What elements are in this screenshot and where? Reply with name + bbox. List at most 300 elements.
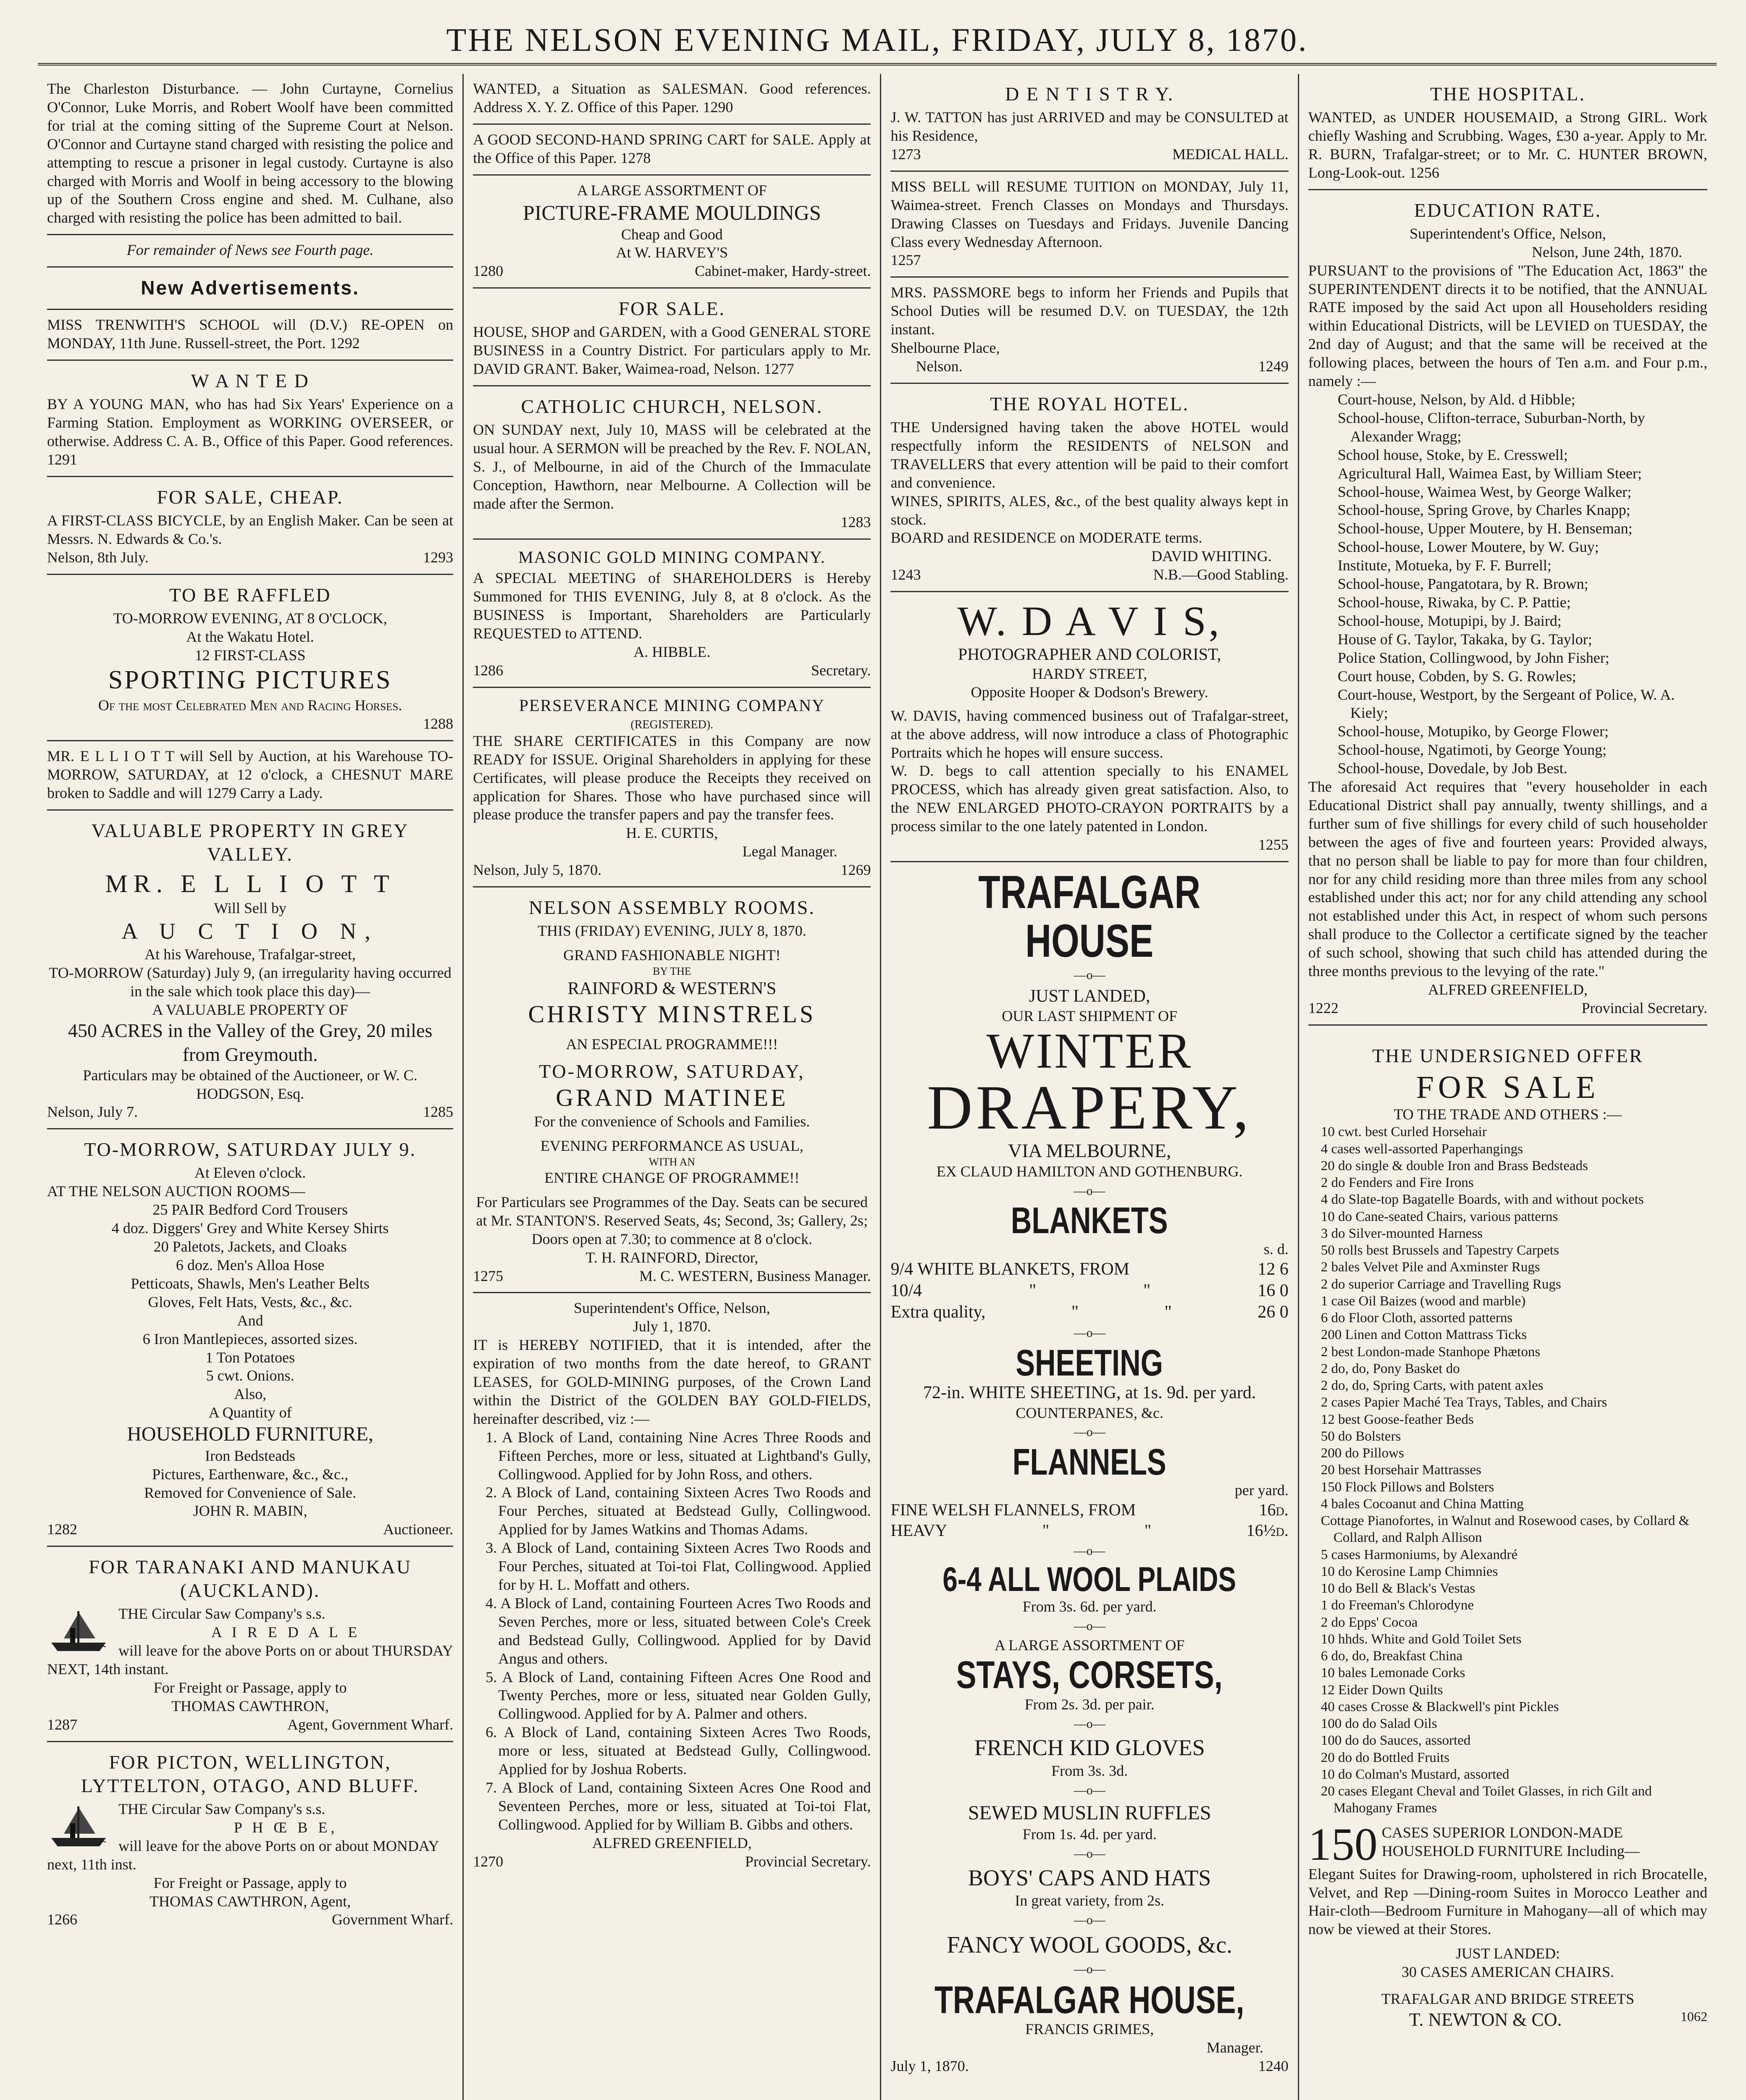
auction-item: 4 doz. Diggers' Grey and White Kersey Shirts: [111, 1220, 389, 1237]
offer-item: 10 bales Lemonade Corks: [1321, 1665, 1465, 1681]
ad-title: NELSON ASSEMBLY ROOMS.: [528, 897, 815, 919]
ad-body: PURSUANT to the provisions of "The Education Act, 1863" the SUPERINTENDENT directs it to be notified, that the ANNUAL RATE imposed by the said Act upon all Householders residing within Educational Districts, will be LEVIED on TUESDAY, the 2nd day of August; and that the same will be received at the following places, between the hours of Ten a.m. and Four p.m., namely :—: [1308, 262, 1707, 390]
ad-trenwith: MISS TRENWITH'S SCHOOL will (D.V.) RE-OPEN on MONDAY, 11th June. Russell-street, the Port. 1292: [47, 310, 453, 361]
ad-footer: [473, 262, 871, 281]
ad-title: W. D A V I S,: [957, 598, 1222, 645]
store-title: TRAFALGAR HOUSE,: [935, 1978, 1245, 2021]
ad-line: TO THE TRADE AND OTHERS :—: [1394, 1105, 1622, 1123]
place-item: School-house, Dovedale, by Job Best.: [1337, 760, 1567, 777]
ad-newton-offer: [1308, 1026, 1707, 2038]
place-item: School-house, Lower Moutere, by W. Guy;: [1337, 538, 1599, 556]
footer-right: Cabinet-maker, Hardy-street.: [695, 262, 871, 280]
footer-right: Government Wharf.: [331, 1911, 454, 1928]
footer-right: 1293: [423, 549, 454, 566]
footer-left: 1287: [47, 1716, 77, 1733]
product-heading: SHEETING: [1016, 1341, 1163, 1383]
ad-signature: DAVID WHITING.: [1151, 548, 1272, 565]
price-value: 16 0: [1258, 1281, 1289, 1300]
offer-item: 3 do Silver-mounted Harness: [1321, 1226, 1483, 1241]
ad-harvey: [473, 176, 871, 289]
ad-line: TO-MORROW, SATURDAY,: [539, 1060, 805, 1082]
ad-line: WINES, SPIRITS, ALES, &c., of the best quality always kept in stock.: [890, 492, 1289, 528]
offer-item: 40 cases Crosse & Blackwell's pint Pickles: [1321, 1699, 1559, 1714]
ad-assembly-rooms: [473, 887, 871, 1293]
ad-bicycle: [47, 477, 453, 575]
column-4: [1299, 74, 1717, 2100]
ditto-mark: ": [1143, 1281, 1151, 1300]
new-advertisements: [47, 268, 453, 310]
price-label: 9/4 WHITE BLANKETS, FROM: [890, 1259, 1130, 1279]
ship-name: A I R E D A L E: [211, 1624, 361, 1641]
footer-right: Agent, Government Wharf.: [287, 1716, 454, 1733]
ad-title: MASONIC GOLD MINING COMPANY.: [518, 547, 826, 567]
ad-line: For Particulars see Programmes of the Day. Seats can be secured at Mr. STANTON'S. Reserved Seats, 4s; Second, 3s; Gallery, 2s; Doors open at 7.30; to commence at 8 o'clock.: [476, 1193, 868, 1247]
ditto-mark: ": [1042, 1521, 1050, 1540]
ad-body: THE Undersigned having taken the above HOTEL would respectfully inform the RESIDENTS of NELSON and TRAVELLERS that every attention will be paid to their comfort and convenience.: [890, 419, 1289, 491]
column-3: [881, 74, 1299, 2100]
ad-signature: JOHN R. MABIN,: [193, 1502, 307, 1520]
ad-number: 1255: [1258, 836, 1289, 853]
ad-passmore: [890, 278, 1288, 384]
footer-left: 1243: [890, 566, 921, 583]
ad-line: OUR LAST SHIPMENT OF: [1002, 1007, 1177, 1024]
footer-right: Auctioneer.: [383, 1521, 454, 1538]
ad-signature: Legal Manager.: [742, 843, 838, 860]
ad-catholic: [473, 386, 871, 540]
ad-line: GRAND MATINEE: [556, 1084, 788, 1111]
ship-icon: [47, 1605, 110, 1655]
place-item: School-house, Riwaka, by C. P. Pattie;: [1337, 593, 1571, 611]
store-title: TRAFALGAR HOUSE: [978, 866, 1201, 967]
offer-item: 2 do Fenders and Fire Irons: [1321, 1175, 1474, 1191]
ad-body: W. DAVIS, having commenced business out of Trafalgar-street, at the above address, will now introduce a class of Photographic Portraits which he hopes will ensure success.: [890, 707, 1289, 761]
ad-line: At W. HARVEY'S: [616, 244, 728, 261]
offer-item: 20 best Horsehair Mattrasses: [1321, 1462, 1481, 1478]
lease-item: 4. A Block of Land, containing Fourteen Acres Two Roods and Seven Perches, more or less, situated between Cole's Creek and Bedstead Gully, Collingwood. Applied for by David Angus and others.: [486, 1594, 871, 1667]
auction-item: HOUSEHOLD FURNITURE,: [127, 1423, 373, 1446]
ad-line: JUST LANDED:: [1455, 1945, 1560, 1962]
product-heading: FANCY WOOL GOODS, &c.: [947, 1932, 1232, 1958]
offer-item: 10 do Bell & Black's Vestas: [1321, 1581, 1476, 1596]
offer-item: 200 do Pillows: [1321, 1446, 1404, 1461]
offer-item: 4 cases well-assorted Paperhangings: [1321, 1141, 1523, 1157]
auction-item: 6 Iron Mantlepieces, assorted sizes.: [142, 1330, 358, 1347]
footer-right: N.B.—Good Stabling.: [1153, 566, 1289, 583]
offer-item: 150 Flock Pillows and Bolsters: [1321, 1479, 1494, 1495]
ad-line: MR. E L L I O T T: [105, 869, 395, 898]
ad-line: For the convenience of Schools and Families.: [534, 1113, 810, 1130]
footer-left: 1266: [47, 1911, 77, 1928]
ornament: —o—: [1074, 968, 1105, 982]
ad-dentistry: [890, 74, 1288, 172]
ad-line: TO-MORROW (Saturday) July 9, (an irregularity having occurred in the sale which took place this day)—: [49, 964, 452, 1000]
offer-item: 6 do, do, Breakfast China: [1321, 1648, 1463, 1664]
ad-body: MISS BELL will RESUME TUITION on MONDAY, July 11, Waimea-street. French Classes on Mondays and Thursdays. Drawing Classes on Tuesdays and Fridays. Juvenile Dancing Class every Wednesday Afternoon.: [890, 178, 1289, 250]
ornament: —o—: [1074, 1326, 1105, 1340]
ad-gold-leases: [473, 1293, 871, 1877]
ad-line: In great variety, from 2s.: [1015, 1892, 1164, 1909]
ornament: —o—: [1074, 1846, 1105, 1861]
price-row: [890, 1280, 1288, 1302]
ad-body: THE SHARE CERTIFICATES in this Company are now READY for ISSUE. Original Shareholders in applying for these Certificates, will please produce the Receipts they received on application for Shares. Those who have purchased since will please produce the transfer papers and pay the transfer fees.: [473, 732, 871, 823]
ad-line: AT THE NELSON AUCTION ROOMS—: [47, 1183, 305, 1200]
offer-item: 20 do do Bottled Fruits: [1321, 1750, 1449, 1765]
auction-item: 5 cwt. Onions.: [206, 1367, 294, 1384]
place-item: School-house, Ngatimoti, by George Young;: [1337, 741, 1607, 759]
ad-body: A FIRST-CLASS BICYCLE, by an English Maker. Can be seen at Messrs. N. Edwards & Co.'s.: [47, 512, 454, 547]
lease-item: 1. A Block of Land, containing Nine Acres Three Roods and Fifteen Perches, more or less, situated at Lightband's Gully, Collingwood. Applied for by John Ross, and others.: [486, 1428, 871, 1483]
ornament: —o—: [1074, 1913, 1105, 1927]
ad-line: THOMAS CAWTHRON, Agent,: [150, 1893, 351, 1910]
price-value: 16d.: [1259, 1500, 1289, 1520]
footer-right: 1285: [423, 1103, 454, 1121]
ad-line: A LARGE ASSORTMENT OF: [577, 181, 767, 199]
remainder-note: For remainder of News see Fourth page.: [47, 235, 453, 268]
ad-footer: [47, 1520, 453, 1539]
ad-line: 72-in. WHITE SHEETING, at 1s. 9d. per yard.: [923, 1383, 1256, 1403]
ad-title: TO BE RAFFLED: [169, 584, 331, 606]
footer-left: Nelson.: [916, 357, 963, 375]
ad-footer: [47, 1716, 453, 1734]
offer-list: [1308, 1124, 1707, 1816]
product-heading: FRENCH KID GLOVES: [974, 1735, 1205, 1761]
price-value: 12 6: [1258, 1259, 1289, 1279]
ad-line: 12 FIRST-CLASS: [194, 646, 306, 664]
price-header: per yard.: [1234, 1482, 1289, 1499]
offer-item: 12 Eider Down Quilts: [1321, 1682, 1443, 1698]
ad-line: SPORTING PICTURES: [108, 666, 392, 695]
ad-trafalgar-house: [890, 862, 1288, 2082]
offer-item: 100 do do Salad Oils: [1321, 1716, 1437, 1732]
ad-footer: [1308, 999, 1707, 1018]
ad-title: VALUABLE PROPERTY IN GREY VALLEY.: [91, 819, 409, 865]
ditto-mark: ": [1144, 1521, 1151, 1540]
ad-footer: [890, 145, 1288, 164]
ad-body: HOUSE, SHOP and GARDEN, with a Good GENERAL STORE BUSINESS in a Country District. For particulars apply to Mr. DAVID GRANT. Baker, Waimea-road, Nelson. 1277: [473, 323, 871, 378]
ad-line: THIS (FRIDAY) EVENING, JULY 8, 1870.: [537, 922, 806, 940]
offer-item: 6 do Floor Cloth, assorted patterns: [1321, 1310, 1513, 1326]
auction-item: A Quantity of: [208, 1404, 292, 1421]
column-1: [38, 74, 464, 2100]
columns: [38, 74, 1717, 2100]
ornament: —o—: [1074, 1783, 1105, 1797]
ad-footer: [890, 357, 1288, 376]
ad-title: D E N T I S T R Y.: [1005, 83, 1174, 105]
ad-education-rate: [1308, 190, 1707, 1026]
ad-body: WANTED, as UNDER HOUSEMAID, a Strong GIRL. Work chiefly Washing and Scrubbing. Wages, £30 a-year. Apply to Mr. R. BURN, Trafalgar-street; or to Mr. C. HUNTER BROWN, Long-Look-out. 1256: [1308, 109, 1707, 181]
ditto-mark: ": [1071, 1302, 1079, 1322]
price-label: FINE WELSH FLANNELS, FROM: [890, 1500, 1136, 1520]
ad-valuable-property: [47, 811, 453, 1130]
lease-list: [473, 1428, 871, 1834]
price-row: [890, 1500, 1288, 1520]
ad-footer: [890, 566, 1288, 584]
ad-line: VIA MELBOURNE,: [1008, 1139, 1171, 1161]
ad-line: AN ESPECIAL PROGRAMME!!!: [566, 1035, 778, 1053]
ad-line: PHOTOGRAPHER AND COLORIST,: [958, 645, 1221, 664]
ornament: —o—: [1074, 1544, 1105, 1558]
ad-title: THE UNDERSIGNED OFFER: [1372, 1045, 1644, 1066]
offer-item: 20 cases Elegant Cheval and Toilet Glasses, in rich Gilt and Mahogany Frames: [1321, 1784, 1652, 1816]
ad-line: will leave for the above Ports on or about THURSDAY NEXT, 14th instant.: [47, 1642, 453, 1678]
ad-body: J. W. TATTON has just ARRIVED and may be CONSULTED at his Residence,: [890, 109, 1289, 144]
ad-line: Cheap and Good: [621, 226, 723, 243]
furniture-block: [1308, 1824, 1707, 1865]
ad-line: Opposite Hooper & Dodson's Brewery.: [971, 683, 1208, 701]
ad-saturday-auction: [47, 1129, 453, 1547]
ad-line: From 1s. 4d. per yard.: [1022, 1826, 1157, 1843]
footer-left: 1270: [473, 1853, 504, 1870]
place-item: Agricultural Hall, Waimea East, by William Steer;: [1337, 465, 1642, 482]
ad-body: The aforesaid Act requires that "every householder in each Educational District shall pay annually, twenty shillings, and a further sum of five shillings for every child of such householder between the ages of five and fourteen years: Provided always, that no person shall be liable to pay for more than four children, nor for any child residing more than three miles from any school established under this act; nor for any child attending any school not established under this Act, in respect of whom such persons shall produce to the Collector a certificate signed by the teacher of such school, showing that such child has attended during the three months previous to the levying of the rate.": [1308, 778, 1707, 980]
ornament: —o—: [1074, 1962, 1105, 1977]
lease-item: 7. A Block of Land, containing Sixteen Acres One Rood and Seventeen Perches, more or less, situated at Toi-toi Flat, Collingwood. Applied for by William B. Gibbs and others.: [486, 1779, 871, 1833]
footer-left: 1286: [473, 662, 504, 679]
offer-item: 12 best Goose-feather Beds: [1321, 1412, 1474, 1427]
ad-line: WITH AN: [649, 1156, 696, 1168]
footer-left: 1282: [47, 1521, 77, 1538]
ad-signature: ALFRED GREENFIELD,: [592, 1834, 752, 1851]
product-heading: BLANKETS: [1011, 1200, 1168, 1242]
ad-signature: H. E. CURTIS,: [626, 824, 718, 842]
auction-item: And: [237, 1312, 263, 1329]
price-value: 26 0: [1258, 1302, 1289, 1322]
ad-signature: T. H. RAINFORD, Director,: [586, 1249, 759, 1266]
offer-item: 50 do Bolsters: [1321, 1428, 1401, 1444]
ad-spring-cart: A GOOD SECOND-HAND SPRING CART for SALE. Apply at the Office of this Paper. 1278: [473, 125, 871, 176]
offer-item: 2 do, do, Spring Carts, with patent axles: [1321, 1378, 1544, 1394]
offer-item: 10 do Kerosine Lamp Chimnies: [1321, 1564, 1498, 1579]
footer-right: 1269: [840, 861, 871, 879]
ditto-mark: ": [1164, 1302, 1172, 1322]
offer-item: 1 case Oil Baizes (wood and marble): [1321, 1293, 1526, 1309]
offer-item: 4 bales Cocoanut and China Matting: [1321, 1496, 1524, 1512]
footer-right: 1062: [1680, 2009, 1707, 2024]
auction-item: 20 Paletots, Jackets, and Cloaks: [153, 1238, 347, 1255]
auction-item: 6 doz. Men's Alloa Hose: [176, 1257, 325, 1274]
ad-line: From 2s. 3d. per pair.: [1024, 1696, 1155, 1713]
place-item: Institute, Motueka, by F. F. Burrell;: [1337, 557, 1552, 574]
ad-signature: A. HIBBLE.: [633, 643, 711, 661]
ad-line: Particulars may be obtained of the Auctioneer, or W. C. HODGSON, Esq.: [83, 1066, 417, 1102]
product-heading: FLANNELS: [1013, 1441, 1167, 1483]
ad-line: From 3s. 3d.: [1051, 1762, 1128, 1780]
ad-body: A SPECIAL MEETING of SHAREHOLDERS is Hereby Summoned for THIS EVENING, July 8, at 8 o'clock. As the BUSINESS is Important, Shareholders are Particularly REQUESTED to ATTEND.: [473, 570, 871, 642]
footer-left: Nelson, 8th July.: [47, 549, 149, 566]
ad-title: TO-MORROW, SATURDAY JULY 9.: [84, 1139, 416, 1160]
ad-footer: [473, 1267, 871, 1286]
ditto-mark: ": [1029, 1281, 1037, 1300]
ad-title: THE HOSPITAL.: [1430, 83, 1586, 105]
ad-number: 1257: [890, 252, 921, 269]
lease-item: 3. A Block of Land, containing Sixteen Acres Two Roods and Four Perches, situated at Toi-toi Flat, Collingwood. Applied for by H. L. Moffatt and others.: [486, 1539, 871, 1593]
offer-item: 5 cases Harmoniums, by Alexandré: [1321, 1547, 1518, 1562]
ad-raffle: [47, 575, 453, 741]
ad-number: 1283: [840, 513, 871, 530]
product-heading: 6-4 ALL WOOL PLAIDS: [943, 1560, 1237, 1599]
ad-elliott-mare: MR. E L L I O T T will Sell by Auction, at his Warehouse TO-MORROW, SATURDAY, at 12 o'clock, a CHESNUT MARE broken to Saddle and will 1279 Carry a Lady.: [47, 741, 453, 811]
offer-item: 2 do Epps' Cocoa: [1321, 1614, 1418, 1630]
ad-salesman: WANTED, a Situation as SALESMAN. Good references. Address X. Y. Z. Office of this Paper. 1290: [473, 74, 871, 125]
ad-line: TO-MORROW EVENING, AT 8 O'CLOCK,: [113, 609, 387, 627]
place-item: Court house, Cobden, by S. G. Rowles;: [1337, 667, 1576, 685]
ad-line: RAINFORD & WESTERN'S: [567, 979, 777, 998]
ad-line: THE Circular Saw Company's s.s.: [118, 1801, 326, 1818]
footer-right: Secretary.: [811, 662, 871, 679]
collection-places: [1308, 391, 1707, 778]
offer-item: 2 best London-made Stanhope Phætons: [1321, 1344, 1541, 1360]
ad-body: BY A YOUNG MAN, who has had Six Years' Experience on a Farming Station. Employment as WORKING OVERSEER, or otherwise. Address C. A. B., Office of this Paper. Good references. 1291: [47, 396, 454, 468]
offer-item: 1 do Freeman's Chlorodyne: [1321, 1598, 1474, 1613]
ad-body: W. D. begs to call attention specially to his ENAMEL PROCESS, which has already given great satisfaction. Also, to the NEW ENLARGED PHOTO-CRAYON PORTRAITS by a process similar to the one lately patented in London.: [890, 762, 1289, 835]
ad-line: TRAFALGAR AND BRIDGE STREETS: [1381, 1990, 1635, 2008]
ad-perseverance: [473, 688, 871, 887]
ad-line: will leave for the above Ports on or about MONDAY next, 11th inst.: [47, 1837, 439, 1873]
ship-icon: [47, 1800, 110, 1851]
ad-line: Of the most Celebrated Men and Racing Horses.: [98, 697, 402, 714]
offer-item: 200 Linen and Cotton Mattrass Ticks: [1321, 1327, 1527, 1343]
auction-item: 25 PAIR Bedford Cord Trousers: [152, 1201, 348, 1218]
ad-line: At Eleven o'clock.: [194, 1164, 306, 1181]
ad-for-sale: [473, 289, 871, 386]
auction-item: Petticoats, Shawls, Men's Leather Belts: [131, 1275, 370, 1292]
auction-item: Pictures, Earthenware, &c., &c.,: [152, 1465, 348, 1483]
ad-line: BOARD and RESIDENCE on MODERATE terms.: [890, 529, 1203, 546]
footer-left: July 1, 1870.: [890, 2058, 969, 2075]
place-item: School-house, Upper Moutere, by H. Benseman;: [1337, 520, 1633, 537]
footer-right: Provincial Secretary.: [745, 1853, 871, 1870]
ad-footer: [473, 662, 871, 680]
place-item: House of G. Taylor, Takaka, by G. Taylor;: [1337, 630, 1592, 648]
ornament: —o—: [1074, 1717, 1105, 1731]
ornament: —o—: [1074, 1425, 1105, 1439]
column-2: [464, 74, 881, 2100]
news-item: [47, 74, 453, 235]
lease-item: 6. A Block of Land, containing Sixteen Acres Two Roods, more or less, situated at Bedstead Gully, Collingwood. Applied for by Joshua Roberts.: [486, 1724, 871, 1778]
ad-line: GRAND FASHIONABLE NIGHT!: [563, 947, 781, 964]
ad-line: At his Warehouse, Trafalgar-street,: [144, 945, 356, 963]
ad-line: Nelson, June 24th, 1870.: [1532, 243, 1682, 260]
ad-line: A VALUABLE PROPERTY OF: [152, 1001, 348, 1018]
place-item: School-house, Waimea West, by George Walker;: [1337, 483, 1632, 500]
price-label: 10/4: [890, 1281, 922, 1300]
ad-line: For Freight or Passage, apply to: [153, 1679, 347, 1696]
ad-line: CASES SUPERIOR LONDON-MADE HOUSEHOLD FURNITURE Including—: [1381, 1824, 1640, 1859]
offer-item: Cottage Pianofortes, in Walnut and Rosewood cases, by Collard & Collard, and Ralph Allison: [1321, 1513, 1690, 1546]
offer-item: 2 bales Velvet Pile and Axminster Rugs: [1321, 1260, 1540, 1275]
ad-line: At the Wakatu Hotel.: [186, 628, 314, 645]
news-paragraph: The Charleston Disturbance. — John Curtayne, Cornelius O'Connor, Luke Morris, and Robert Woolf have been committed for trial at the coming sitting of the Supreme Court at Nelson. O'Connor and Curtayne stand charged with resisting the police and attempting to rescue a prisoner in legal custody. Curtayne is also charged with Morris and Woolf in being accessory to the blowing up of the Southern Cross engine and shed. M. Culhane, also charged with resisting the police has been admitted to bail.: [47, 80, 454, 226]
auction-item: 1 Ton Potatoes: [205, 1349, 295, 1366]
price-header: s. d.: [1263, 1240, 1289, 1257]
section-heading: New Advertisements.: [141, 277, 360, 299]
place-item: Court-house, Westport, by the Sergeant of Police, W. A. Kiely;: [1337, 686, 1675, 722]
ad-title: CATHOLIC CHURCH, NELSON.: [521, 396, 823, 417]
ad-title: THE ROYAL HOTEL.: [990, 393, 1189, 415]
ad-title: W A N T E D: [191, 370, 310, 392]
ad-hospital: [1308, 74, 1707, 190]
ad-signature: ALFRED GREENFIELD,: [1428, 981, 1588, 998]
offer-item: 2 do superior Carriage and Travelling Rugs: [1321, 1276, 1561, 1292]
ad-line: THE Circular Saw Company's s.s.: [118, 1605, 326, 1622]
offer-item: 2 do, do, Pony Basket do: [1321, 1361, 1460, 1376]
ad-line: HARDY STREET,: [1032, 665, 1147, 682]
ad-footer: [47, 1911, 453, 1929]
footer-left: T. NEWTON & CO.: [1409, 2009, 1562, 2030]
ad-title: EDUCATION RATE.: [1414, 199, 1602, 221]
ad-line: EX CLAUD HAMILTON AND GOTHENBURG.: [936, 1163, 1243, 1180]
ad-line: From 3s. 6d. per yard.: [1022, 1598, 1157, 1615]
place-item: School-house, Spring Grove, by Charles Knapp;: [1337, 501, 1630, 519]
place-item: Police Station, Collingwood, by John Fisher;: [1337, 649, 1609, 666]
ad-body: MRS. PASSMORE begs to inform her Friends and Pupils that School Duties will be resumed D.V. on TUESDAY, the 12th instant.: [890, 284, 1289, 338]
ad-line: Shelbourne Place,: [890, 339, 1000, 357]
ad-body: Elegant Suites for Drawing-room, upholstered in rich Brocatelle, Velvet, and Rep —Dining-room Suites in Morocco Leather and Hair-cloth—Bedroom Furniture in Mahogany—all of which may now be viewed at their Stores.: [1308, 1865, 1707, 1938]
ad-title: FOR SALE.: [618, 298, 726, 320]
auction-item: Gloves, Felt Hats, Vests, &c., &c.: [148, 1293, 352, 1310]
ad-line: JUST LANDED,: [1029, 986, 1150, 1006]
product-heading: SEWED MUSLIN RUFFLES: [968, 1801, 1211, 1824]
ad-line: COUNTERPANES, &c.: [1016, 1404, 1163, 1421]
ad-line: Superintendent's Office, Nelson,: [1410, 225, 1606, 242]
offer-item: 10 hhds. White and Gold Toilet Sets: [1321, 1631, 1522, 1647]
ad-body: IT is HEREBY NOTIFIED, that it is intended, after the expiration of two months from the date hereof, to GRANT LEASES, for GOLD-MINING purposes, of the Crown Land within the District of the GOLDEN BAY GOLD-FIELDS, hereinafter described, viz :—: [473, 1336, 871, 1427]
ad-royal-hotel: [890, 384, 1288, 592]
lease-item: 2. A Block of Land, containing Sixteen Acres Two Roods and Four Perches, situated at Bedstead Gully, Collingwood. Applied for by James Watkins and Thomas Adams.: [486, 1484, 871, 1538]
ad-line: CHRISTY MINSTRELS: [528, 1000, 816, 1028]
price-label: HEAVY: [890, 1521, 948, 1540]
ad-line: 30 CASES AMERICAN CHAIRS.: [1401, 1964, 1614, 1981]
masthead-title: THE NELSON EVENING MAIL, FRIDAY, JULY 8, 1870.: [38, 17, 1717, 66]
ad-signature: Manager.: [1206, 2039, 1263, 2056]
footer-left: 1275: [473, 1267, 504, 1284]
offer-item: 100 do do Sauces, assorted: [1321, 1733, 1471, 1748]
ad-footer: [1308, 2008, 1707, 2031]
ornament: —o—: [1074, 1619, 1105, 1633]
ad-subtitle: (REGISTERED).: [630, 718, 714, 731]
ad-title: FOR SALE, CHEAP.: [157, 486, 344, 508]
footer-right: 1249: [1258, 357, 1289, 375]
ad-number: 1288: [423, 715, 454, 732]
place-item: School-house, Pangatotara, by R. Brown;: [1337, 575, 1588, 593]
footer-right: 1240: [1258, 2058, 1289, 2075]
offer-item: 10 do Cane-seated Chairs, various patterns: [1321, 1209, 1558, 1224]
lease-item: 5. A Block of Land, containing Fifteen Acres One Rood and Twenty Perches, more or less, situated near Golden Gully, Collingwood. Applied for by A. Palmer and others.: [486, 1668, 871, 1722]
ad-wanted: [47, 361, 453, 477]
footer-left: Nelson, July 7.: [47, 1103, 138, 1121]
ad-line: PICTURE-FRAME MOULDINGS: [522, 200, 821, 224]
place-item: School-house, Motupipi, by J. Baird;: [1337, 612, 1562, 629]
ad-line: 450 ACRES in the Valley of the Grey, 20 miles from Greymouth.: [68, 1020, 433, 1065]
ad-title: PERSEVERANCE MINING COMPANY: [519, 696, 825, 715]
ornament: —o—: [1074, 1184, 1105, 1198]
price-label: Extra quality,: [890, 1302, 986, 1322]
ad-body: ON SUNDAY next, July 10, MASS will be celebrated at the usual hour. A SERMON will be preached by the Rev. F. NOLAN, S. J., of Melbourne, in aid of the Church of the Immaculate Conception, Hawthorn, near Melbourne. A Collection will be made after the Sermon.: [473, 421, 871, 512]
ad-line: A U C T I O N,: [121, 918, 379, 944]
ad-line: A LARGE ASSORTMENT OF: [994, 1637, 1185, 1654]
ad-miss-bell: [890, 172, 1288, 278]
price-row: [890, 1302, 1288, 1323]
ad-footer: [473, 861, 871, 879]
ad-footer: [47, 1103, 453, 1121]
price-value: 16½d.: [1246, 1521, 1289, 1540]
auction-item: Also,: [234, 1386, 267, 1403]
ad-footer: [47, 549, 453, 567]
ad-line: For Freight or Passage, apply to: [153, 1874, 347, 1891]
offer-item: 20 do single & double Iron and Brass Bedsteads: [1321, 1158, 1588, 1173]
place-item: Court-house, Nelson, by Ald. d Hibble;: [1337, 391, 1575, 408]
place-item: School-house, Clifton-terrace, Suburban-North, by Alexander Wragg;: [1337, 409, 1645, 445]
